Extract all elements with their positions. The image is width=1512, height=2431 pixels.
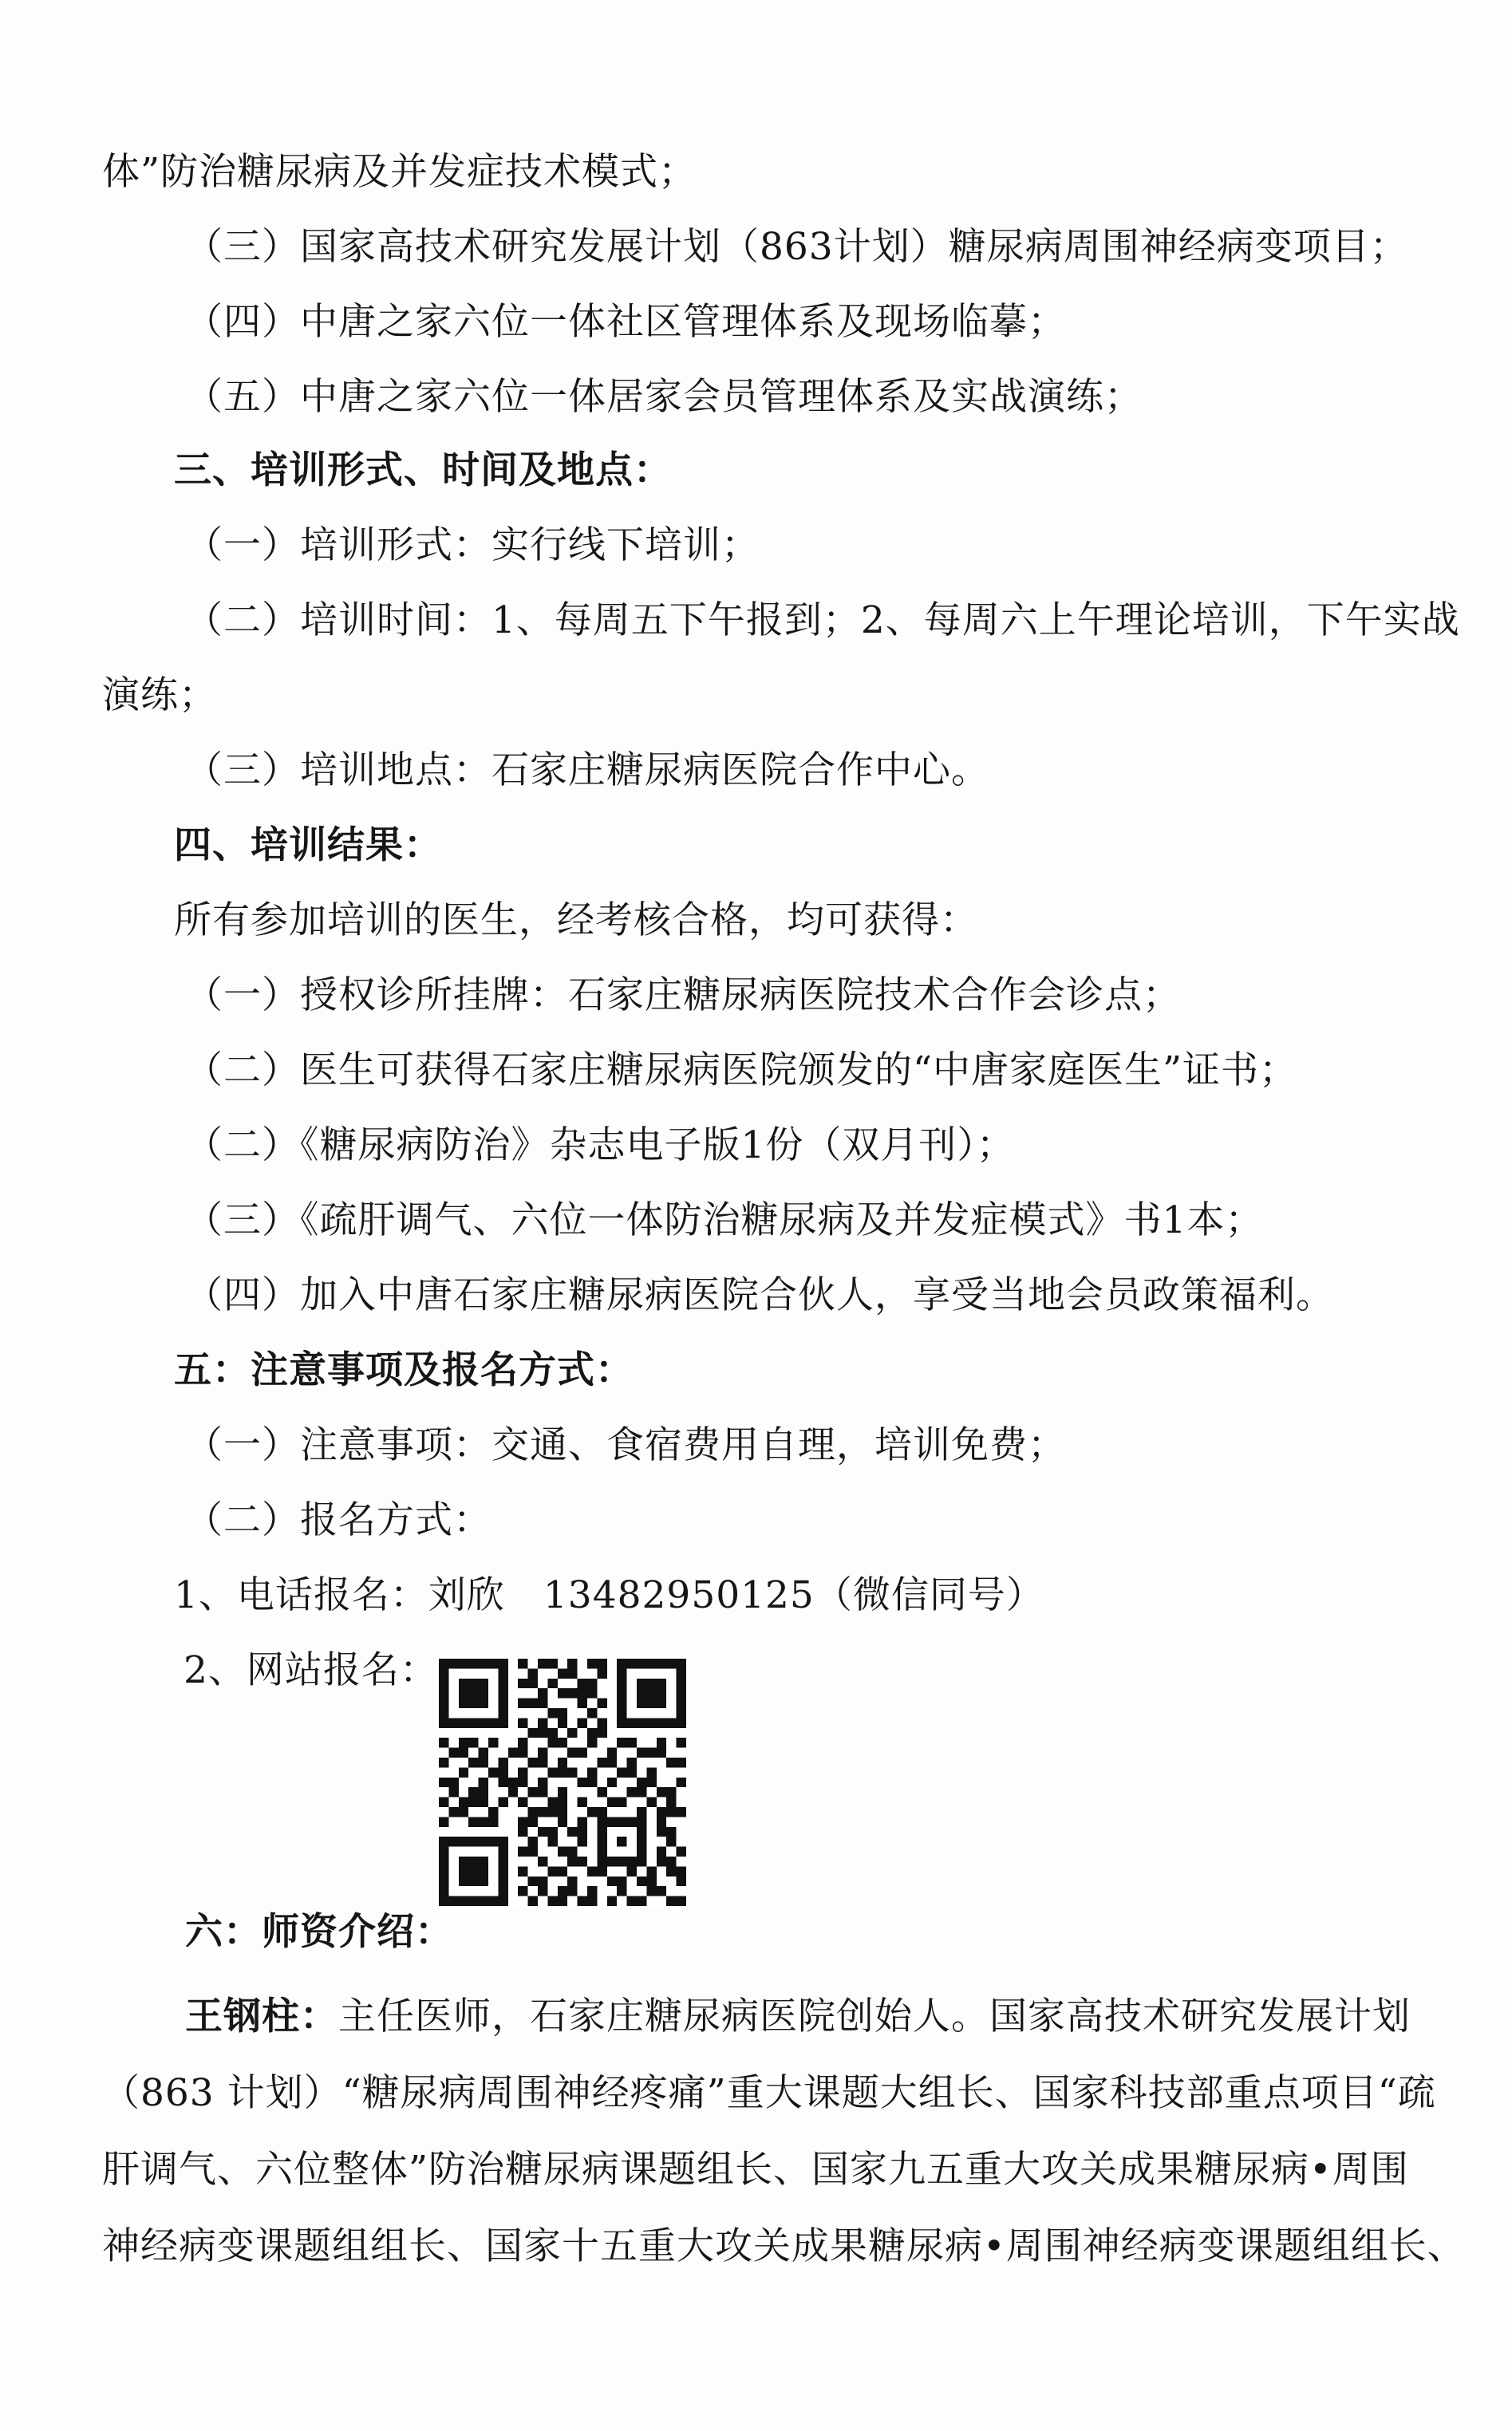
website-registration-label: 2、网站报名： (184, 1648, 438, 1692)
text-line-3: （四）中唐之家六位一体社区管理体系及现场临摹； (185, 300, 1066, 344)
text-line-8: 演练； (102, 673, 217, 717)
section-heading-3: 三、培训形式、时间及地点： (174, 448, 672, 492)
section-heading-5: 五：注意事项及报名方式： (174, 1348, 634, 1392)
text-line-9: （三）培训地点：石家庄糖尿病医院合作中心。 (185, 748, 989, 792)
teacher-intro-line-4: 神经病变课题组组长、国家十五重大攻关成果糖尿病•周围神经病变课题组组长、 (102, 2224, 1466, 2268)
text-line-2: （三）国家高技术研究发展计划（863计划）糖尿病周围神经病变项目； (185, 225, 1408, 269)
text-line-13: （二）医生可获得石家庄糖尿病医院颁发的“中唐家庭医生”证书； (185, 1048, 1298, 1092)
phone-registration-line: 1、电话报名：刘欣 13482950125（微信同号） (174, 1573, 1044, 1617)
text-line-4: （五）中唐之家六位一体居家会员管理体系及实战演练； (185, 375, 1143, 419)
text-line-6: （一）培训形式：实行线下培训； (185, 523, 760, 567)
text-line-15: （三）《疏肝调气、六位一体防治糖尿病及并发症模式》书1本； (185, 1198, 1264, 1242)
teacher-name: 王钢柱： (185, 1995, 338, 2038)
text-line-14: （二）《糖尿病防治》杂志电子版1份（双月刊）； (185, 1123, 1015, 1167)
text-line-19: （二）报名方式： (185, 1498, 491, 1542)
text-line-7: （二）培训时间：1、每周五下午报到；2、每周六上午理论培训，下午实战 (185, 598, 1460, 642)
teacher-intro-line-1 (185, 1993, 1411, 2041)
qr-code-graphic (439, 1658, 686, 1907)
section-heading-4: 四、培训结果： (174, 823, 442, 867)
teacher-intro-text-1: 主任医师，石家庄糖尿病医院创始人。国家高技术研究发展计划 (338, 1995, 1411, 2038)
text-line-12: （一）授权诊所挂牌：石家庄糖尿病医院技术合作会诊点； (185, 973, 1181, 1017)
text-line-18: （一）注意事项：交通、食宿费用自理，培训免费； (185, 1423, 1066, 1467)
text-line-16: （四）加入中唐石家庄糖尿病医院合伙人，享受当地会员政策福利。 (185, 1273, 1334, 1317)
section-heading-6: 六：师资介绍： (185, 1910, 453, 1954)
text-line-11: 所有参加培训的医生，经考核合格，均可获得： (174, 898, 978, 942)
text-line-1: 体”防治糖尿病及并发症技术模式； (102, 150, 697, 194)
teacher-intro-line-2: （863 计划）“糖尿病周围神经疼痛”重大课题大组长、国家科技部重点项目“疏 (102, 2071, 1436, 2115)
qr-code-icon (439, 1658, 686, 1907)
teacher-intro-line-3: 肝调气、六位整体”防治糖尿病课题组长、国家九五重大攻关成果糖尿病•周围 (102, 2148, 1409, 2192)
